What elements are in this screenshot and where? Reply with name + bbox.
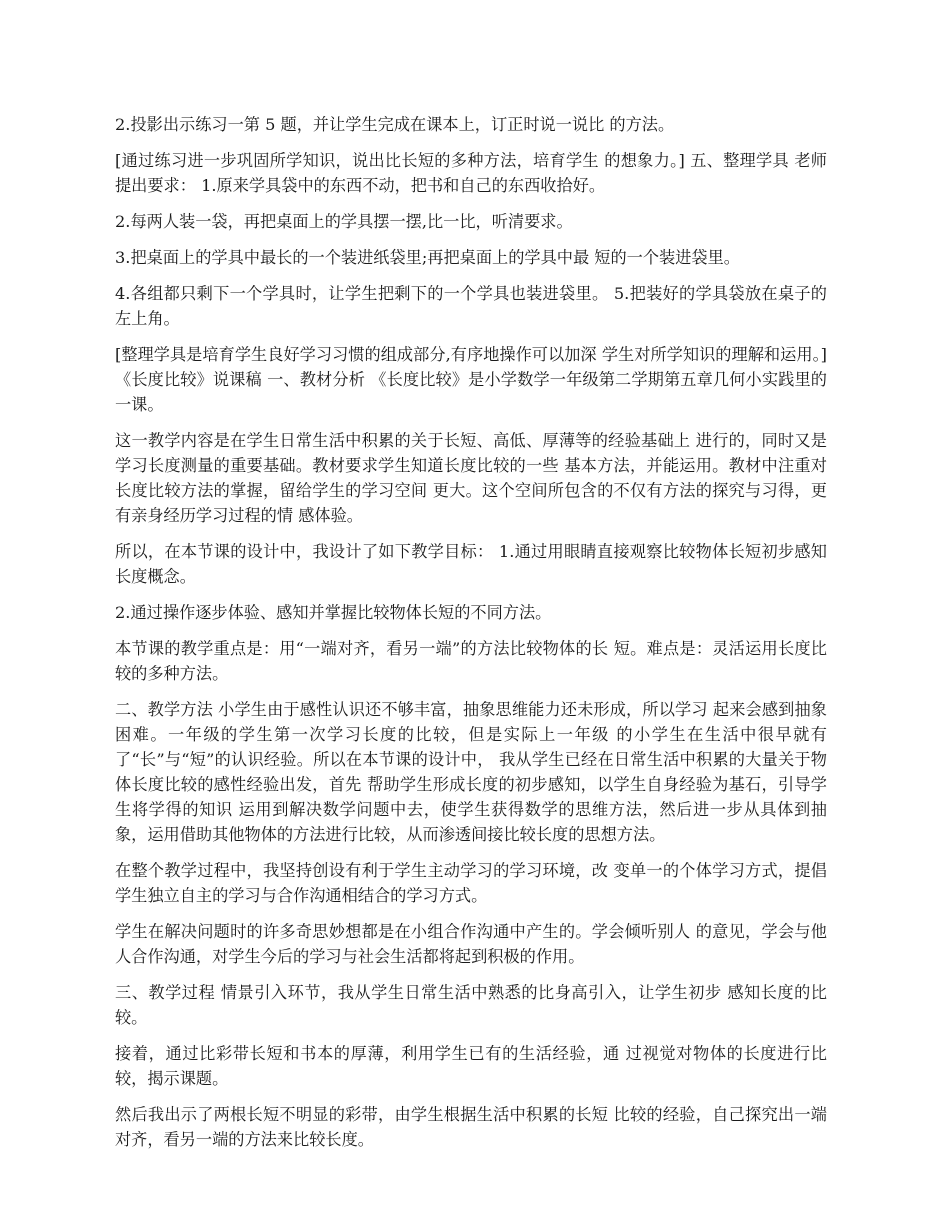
paragraph: 学生在解决问题时的许多奇思妙想都是在小组合作沟通中产生的。学会倾听别人 的意见，学会与他人合作沟通，对学生今后的学习与社会生活都将起到积极的作用。 [115, 922, 827, 966]
paragraph: 本节课的教学重点是：用“一端对齐，看另一端”的方法比较物体的长 短。难点是：灵活运用长度比较的多种方法。 [115, 639, 827, 683]
paragraph: 在整个教学过程中，我坚持创设有利于学生主动学习的学习环境，改 变单一的个体学习方式，提倡学生独立自主的学习与合作沟通相结合的学习方式。 [115, 861, 827, 905]
paragraph: 4.各组都只剩下一个学具时，让学生把剩下的一个学具也装进袋里。 5.把装好的学具袋放在桌子的左上角。 [115, 284, 827, 328]
document-body [115, 112, 827, 1163]
paragraph: 2.投影出示练习一第 5 题，并让学生完成在课本上，订正时说一说比 的方法。 [115, 115, 675, 134]
paragraph: 二、教学方法 小学生由于感性认识还不够丰富，抽象思维能力还未形成，所以学习 起来会感到抽象困难。一年级的学生第一次学习长度的比较，但是实际上一年级 的小学生在生活中很早就有了“长”与“短”的认识经验。所以在本节课的设计中， 我从学生已经在日常生活中积累的大量关于物体长度比较的感性经验出发，首先 帮助学生形成长度的初步感知，以学生自身经验为基石，引导学生将学得的知识 运用到解决数学问题中去，使学生获得数学的思维方法，然后进一步从具体到抽 象，运用借助其他物体的方法进行比较，从而渗透间接比较长度的思想方法。 [115, 700, 827, 844]
paragraph: [整理学具是培育学生良好学习习惯的组成部分,有序地操作可以加深 学生对所学知识的理解和运用。] 《长度比较》说课稿 一、教材分析 《长度比较》是小学数学一年级第二学期第五章几何小实践里的一课。 [115, 345, 827, 414]
paragraph: 然后我出示了两根长短不明显的彩带，由学生根据生活中积累的长短 比较的经验，自己探究出一端对齐，看另一端的方法来比较长度。 [115, 1105, 827, 1149]
paragraph: 接着，通过比彩带长短和书本的厚薄，利用学生已有的生活经验，通 过视觉对物体的长度进行比较，揭示课题。 [115, 1044, 827, 1088]
paragraph: 所以，在本节课的设计中，我设计了如下教学目标： 1.通过用眼睛直接观察比较物体长短初步感知长度概念。 [115, 542, 827, 586]
paragraph: [通过练习进一步巩固所学知识，说出比长短的多种方法，培育学生 的想象力。] 五、整理学具 老师提出要求： 1.原来学具袋中的东西不动，把书和自己的东西收拾好。 [115, 151, 827, 195]
paragraph: 三、教学过程 情景引入环节，我从学生日常生活中熟悉的比身高引入，让学生初步 感知长度的比较。 [115, 983, 827, 1027]
paragraph: 2.每两人装一袋，再把桌面上的学具摆一摆,比一比，听清要求。 [115, 212, 573, 231]
paragraph: 2.通过操作逐步体验、感知并掌握比较物体长短的不同方法。 [115, 603, 552, 622]
paragraph: 3.把桌面上的学具中最长的一个装进纸袋里;再把桌面上的学具中最 短的一个装进袋里。 [115, 248, 740, 267]
paragraph: 这一教学内容是在学生日常生活中积累的关于长短、高低、厚薄等的经验基础上 进行的，同时又是学习长度测量的重要基础。教材要求学生知道长度比较的一些 基本方法，并能运用。教材中注重对长度比较方法的掌握，留给学生的学习空间 更大。这个空间所包含的不仅有方法的探究与习得，更有亲身经历学习过程的情 感体验。 [115, 431, 827, 525]
